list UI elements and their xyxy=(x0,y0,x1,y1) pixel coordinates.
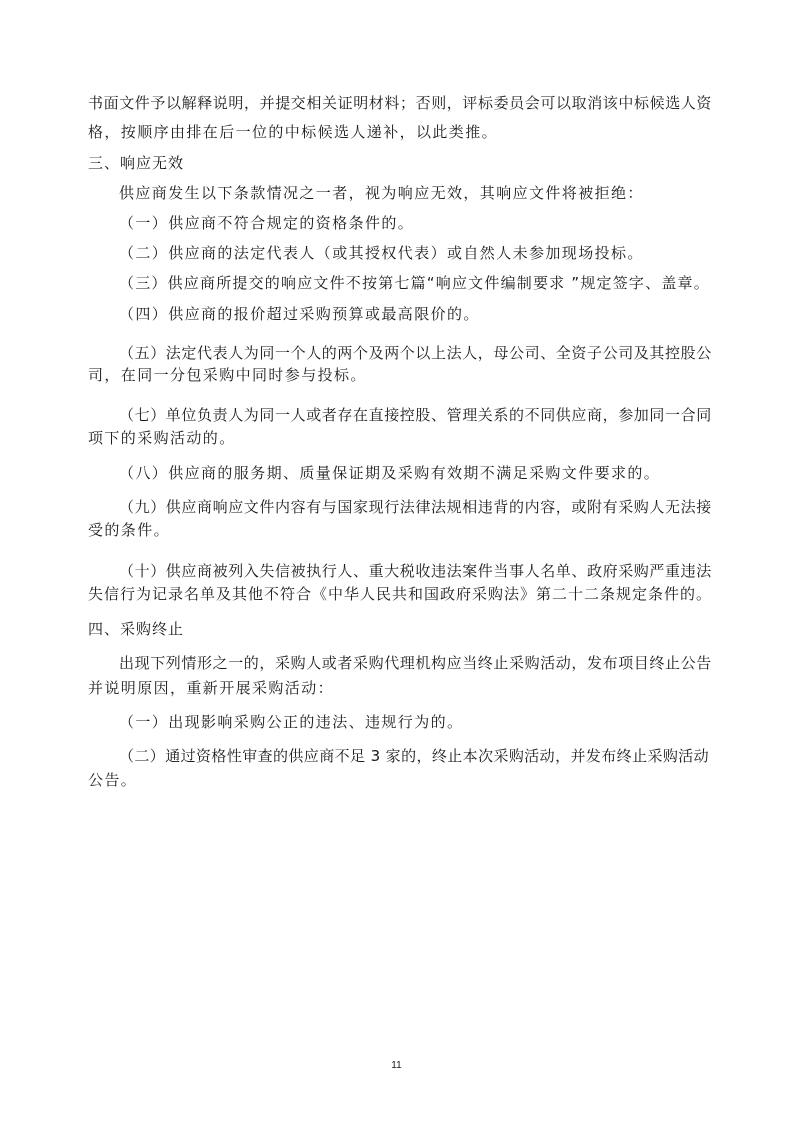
list-item: （四）供应商的报价超过采购预算或最高限价的。 xyxy=(119,305,480,323)
section-heading-terminate: 四、采购终止 xyxy=(88,620,185,638)
section-heading-invalid: 三、响应无效 xyxy=(88,154,185,172)
list-item-continuation: 公告。 xyxy=(88,771,138,789)
list-item: （七）单位负责人为同一人或者存在直接控股、管理关系的不同供应商，参加同一合同 xyxy=(119,406,712,424)
list-item-continuation: 失信行为记录名单及其他不符合《中华人民共和国政府采购法》第二十二条规定条件的。 xyxy=(88,585,713,603)
page-number: 11 xyxy=(391,1060,402,1071)
list-item-continuation: 项下的采购活动的。 xyxy=(88,429,236,447)
list-item: （三）供应商所提交的响应文件不按第七篇“响应文件编制要求 ”规定签字、盖章。 xyxy=(119,274,710,292)
list-item: （十）供应商被列入失信被执行人、重大税收违法案件当事人名单、政府采购严重违法 xyxy=(119,562,712,580)
paragraph-line: 供应商发生以下条款情况之一者，视为响应无效，其响应文件将被拒绝： xyxy=(119,184,644,202)
list-item: （五）法定代表人为同一个人的两个及两个以上法人，母公司、全资子公司及其控股公 xyxy=(119,344,712,362)
list-item-continuation: 司，在同一分包采购中同时参与投标。 xyxy=(88,366,367,384)
paragraph-line: 书面文件予以解释说明，并提交相关证明材料；否则，评标委员会可以取消该中标候选人资 xyxy=(88,94,713,112)
list-item: （一）供应商不符合规定的资格条件的。 xyxy=(119,214,415,232)
list-item: （八）供应商的服务期、质量保证期及采购有效期不满足采购文件要求的。 xyxy=(119,464,661,482)
list-item: （二）供应商的法定代表人（或其授权代表）或自然人未参加现场投标。 xyxy=(119,244,644,262)
list-item: （九）供应商响应文件内容有与国家现行法律法规相违背的内容，或附有采购人无法接 xyxy=(119,498,712,516)
paragraph-line: 格，按顺序由排在后一位的中标候选人递补，以此类推。 xyxy=(88,123,499,141)
list-item: （一）出现影响采购公正的违法、违规行为的。 xyxy=(119,713,464,731)
list-item: （二）通过资格性审查的供应商不足 3 家的，终止本次采购活动，并发布终止采购活动 xyxy=(119,747,710,765)
list-item-continuation: 受的条件。 xyxy=(88,521,171,539)
paragraph-line: 出现下列情形之一的，采购人或者采购代理机构应当终止采购活动，发布项目终止公告 xyxy=(119,654,712,672)
paragraph-line: 并说明原因，重新开展采购活动： xyxy=(88,679,335,697)
